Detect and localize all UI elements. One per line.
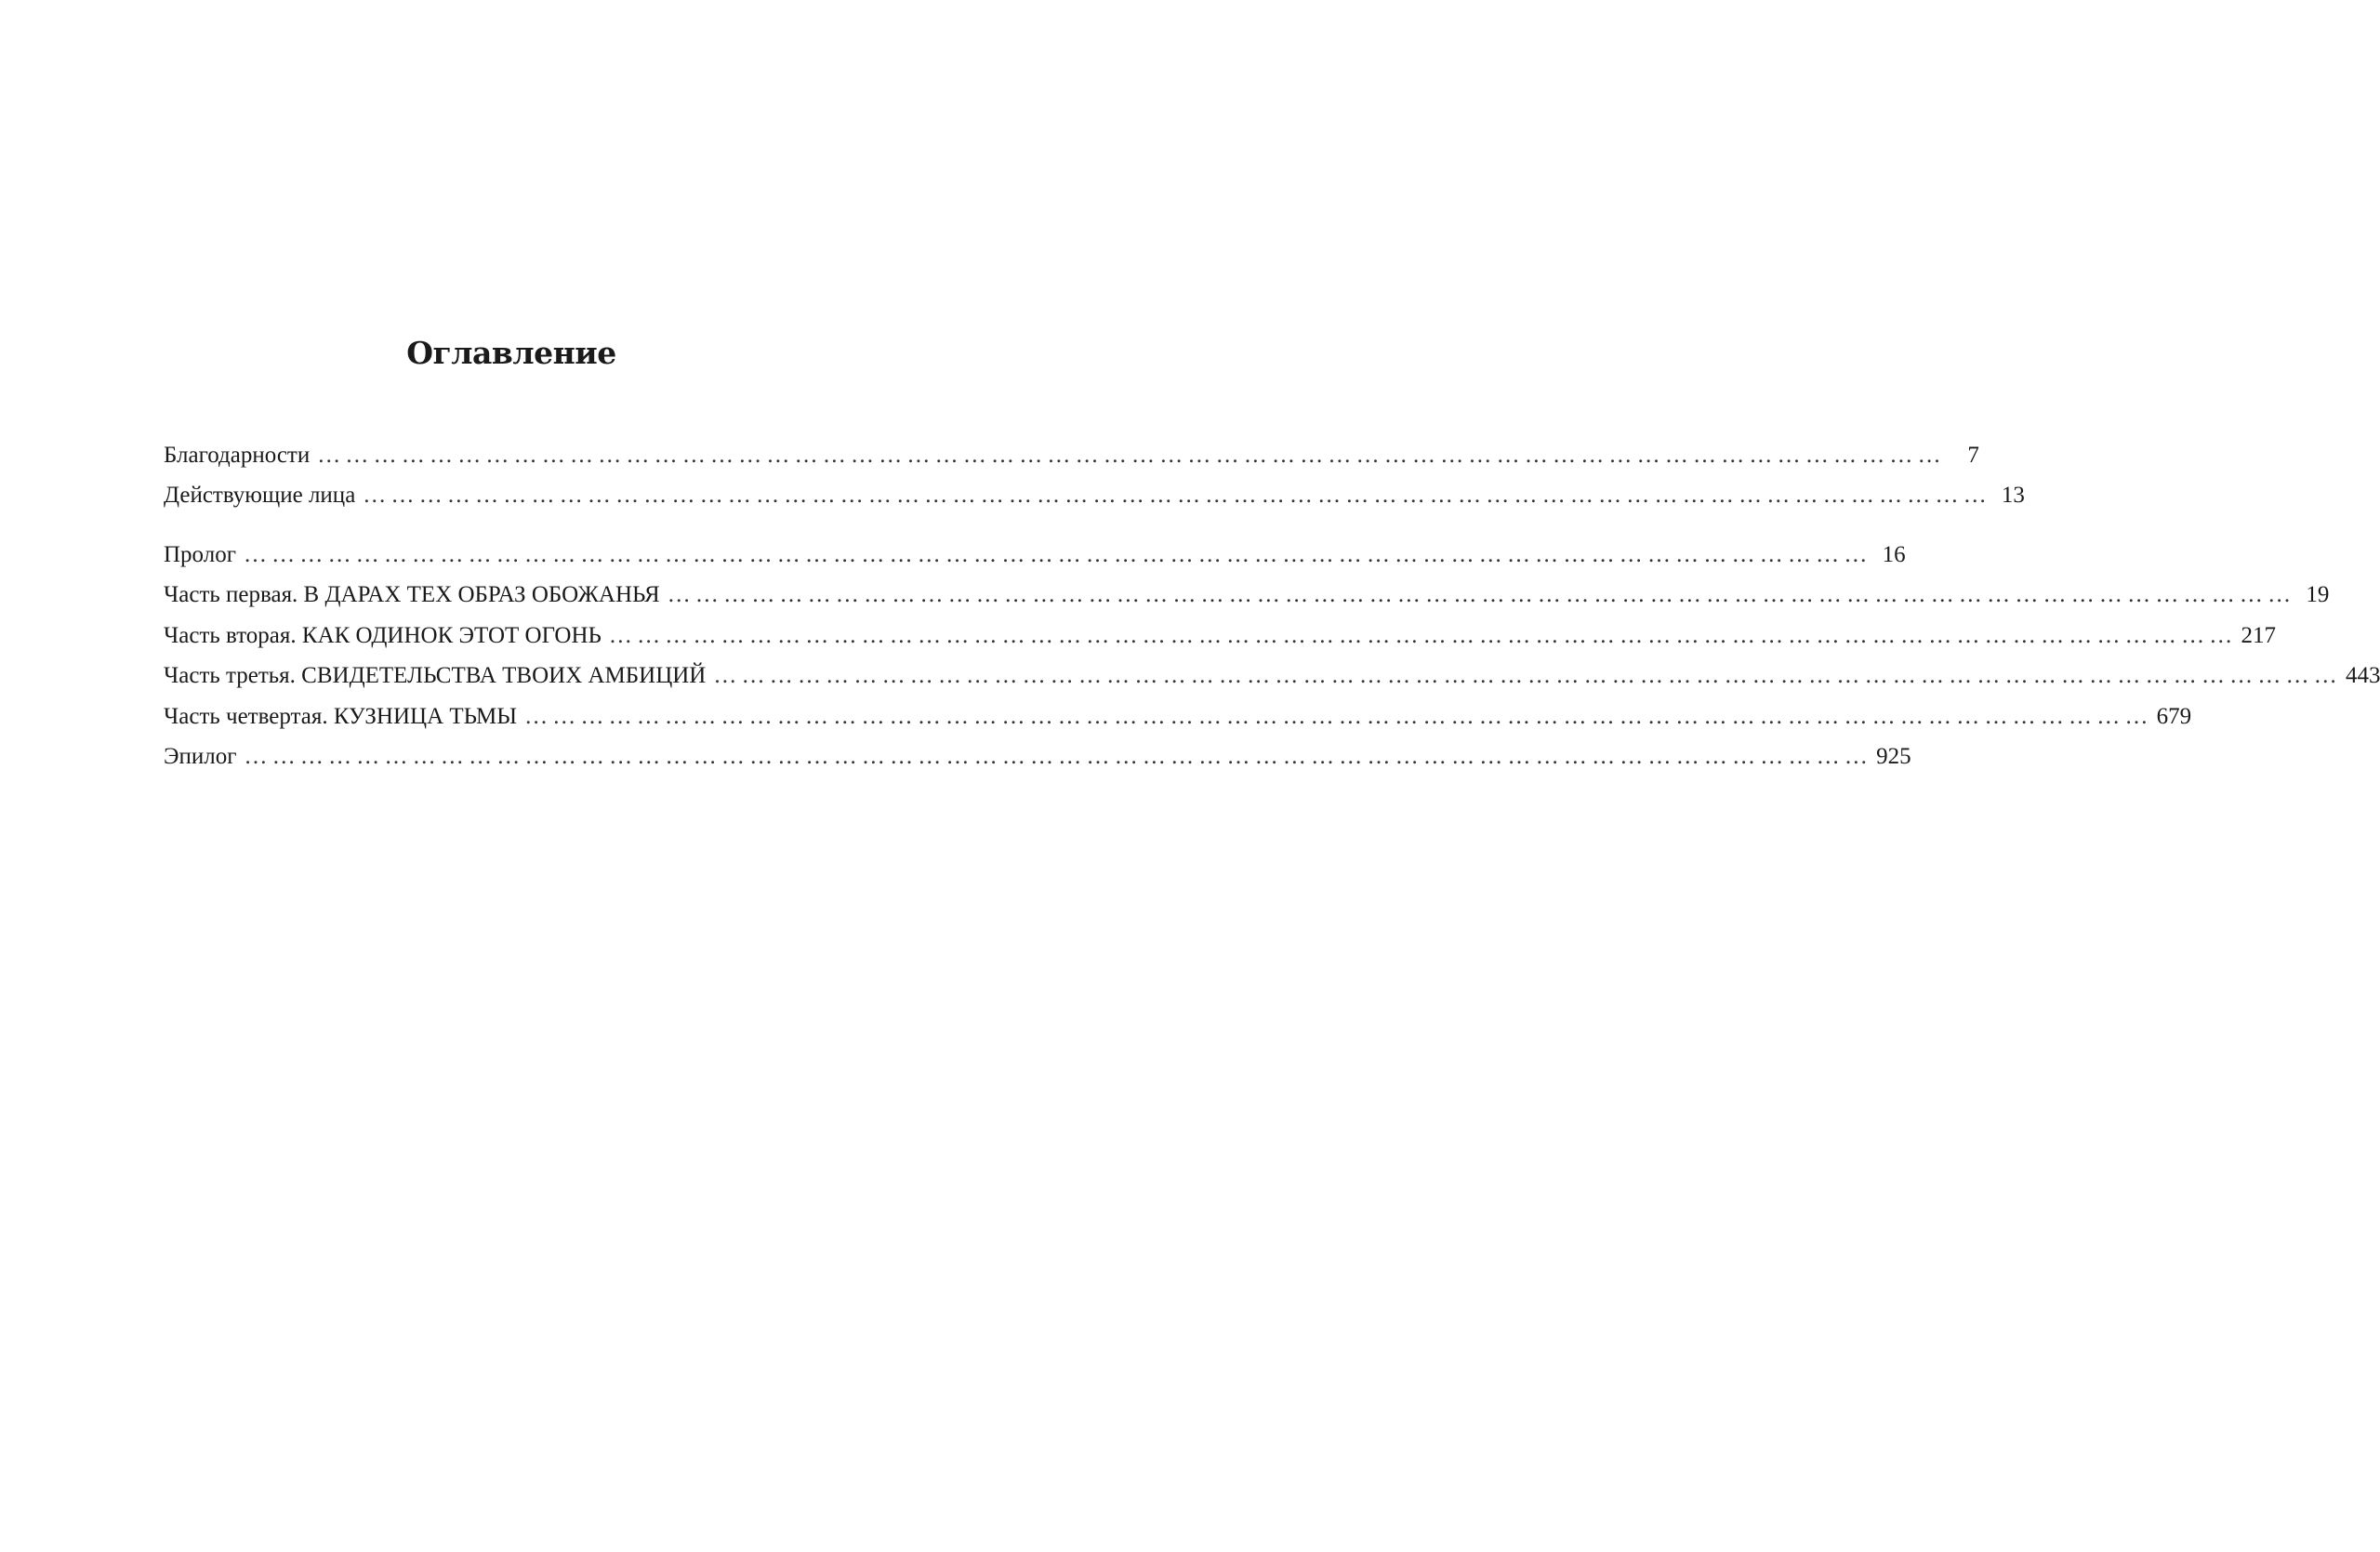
toc-entry-part-one <box>164 578 2330 612</box>
toc-entry-characters <box>164 479 2025 512</box>
toc-entry-label: Часть вторая. КАК ОДИНОК ЭТОТ ОГОНЬ <box>164 623 602 648</box>
toc-entry-part-three <box>164 659 2380 693</box>
toc-entry-label: Благодарности <box>164 443 311 468</box>
toc-entry-label: Действующие лица <box>164 483 356 508</box>
dot-leader: ………………………………………………………………………………………………………………………………………………………… <box>713 663 2342 688</box>
toc-entry-page-number: 925 <box>1876 744 1911 769</box>
toc-entry-part-four <box>164 700 2192 734</box>
toc-entry-page-number: 679 <box>2156 704 2192 729</box>
dot-leader: ………………………………………………………………………………………………………………………………………………………… <box>244 744 1873 769</box>
toc-entry-label: Часть первая. В ДАРАХ ТЕХ ОБРАЗ ОБОЖАНЬЯ <box>164 582 660 607</box>
toc-entry-page-number: 443 <box>2345 663 2380 688</box>
toc-entry-part-two <box>164 619 2276 653</box>
page-title: Оглавление <box>406 335 616 371</box>
dot-leader: ………………………………………………………………………………………………………………………………………………………… <box>363 483 1991 508</box>
toc-entry-acknowledgements <box>164 439 1979 472</box>
toc-entry-page-number: 16 <box>1882 542 1906 567</box>
toc-entry-label: Эпилог <box>164 744 237 769</box>
dot-leader: ………………………………………………………………………………………………………………………………………………………… <box>243 542 1872 567</box>
toc-entry-page-number: 13 <box>2001 483 2025 508</box>
dot-leader: ………………………………………………………………………………………………………………………………………………………… <box>608 623 2238 648</box>
dot-leader: ………………………………………………………………………………………………………………………………………………………… <box>667 582 2296 607</box>
dot-leader: ………………………………………………………………………………………………………………………………………………………… <box>524 704 2153 729</box>
toc-entry-label: Пролог <box>164 542 236 567</box>
toc-entry-page-number: 7 <box>1967 443 1979 468</box>
toc-entry-label: Часть третья. СВИДЕТЕЛЬСТВА ТВОИХ АМБИЦИЙ <box>164 663 707 688</box>
dot-leader: ………………………………………………………………………………………………………………………………………………………… <box>317 443 1946 468</box>
toc-entry-page-number: 217 <box>2241 623 2276 648</box>
toc-entry-label: Часть четвертая. КУЗНИЦА ТЬМЫ <box>164 704 518 729</box>
toc-entry-page-number: 19 <box>2306 582 2330 607</box>
toc-entry-prologue <box>164 538 1906 572</box>
toc-entry-epilogue <box>164 740 1911 774</box>
